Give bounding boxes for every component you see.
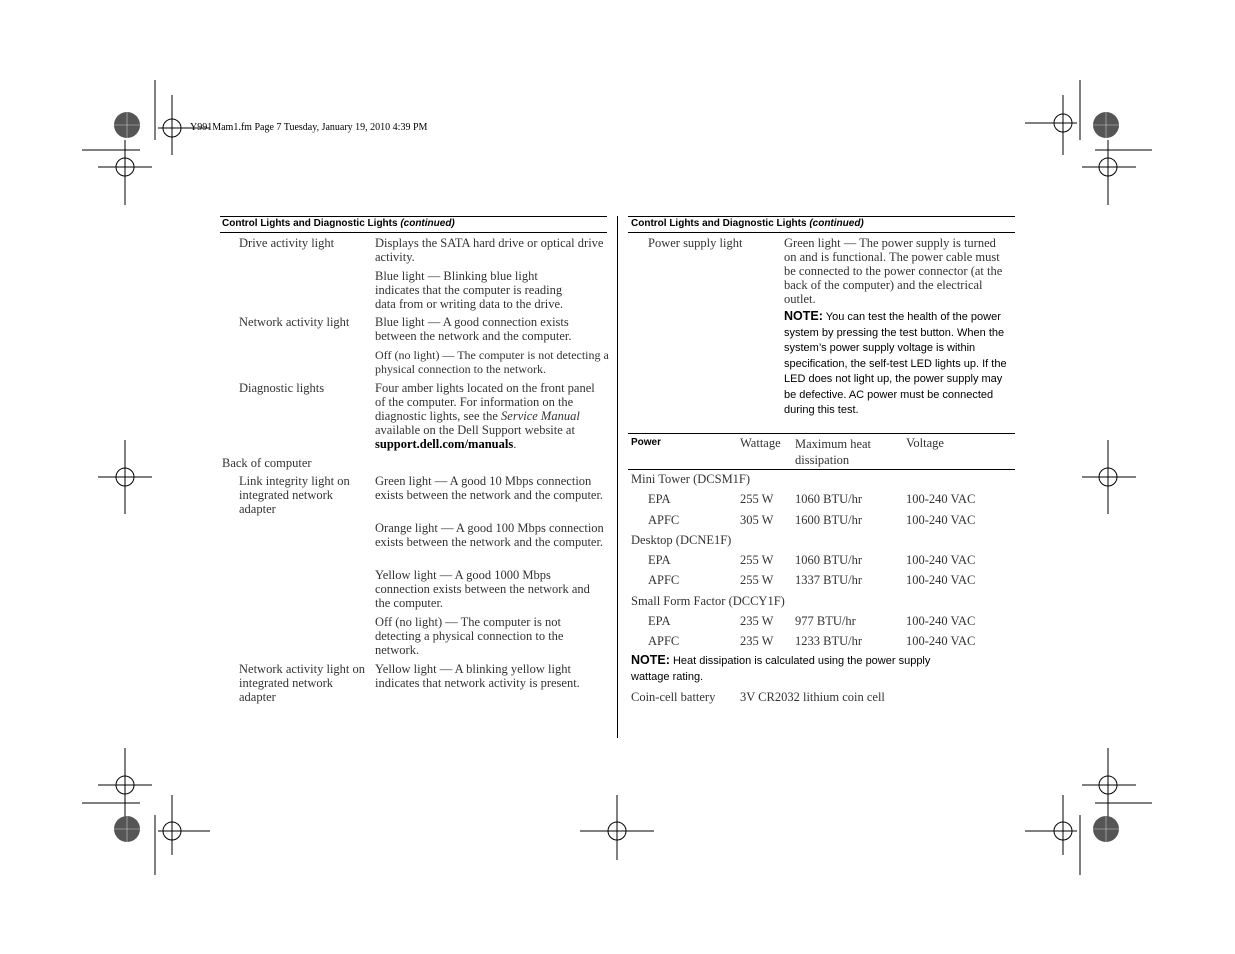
table-cell: 100-240 VAC [906,614,976,628]
row-desc-link-integrity-4: Off (no light) — The computer is not detecting a physical connection to the network. [375,615,564,657]
power-table-header-heat: Maximum heat dissipation [795,437,872,467]
row-label-drive-activity: Drive activity light [239,236,335,250]
row-desc-link-integrity-2: Orange light — A good 100 Mbps connection exists between the network and the computer. [375,521,604,549]
power-table-top-rule [628,433,1015,434]
left-heading-rule [220,232,607,233]
table-cell: 100-240 VAC [906,492,976,506]
row-label-integrated-network-activity: Network activity light on integrated network adapter [239,662,366,704]
row-label-power-supply-light: Power supply light [648,236,743,250]
table-row: APFC [648,513,680,527]
table-cell: 977 BTU/hr [795,614,856,628]
row-label-network-activity: Network activity light [239,315,350,329]
row-desc-drive-activity-1: Displays the SATA hard drive or optical drive activity. [375,236,604,264]
row-desc-integrated-network-activity: Yellow light — A blinking yellow light indicates that network activity is present. [375,662,580,690]
table-cell: 255 W [740,553,774,567]
row-desc-network-activity-2: Off (no light) — The computer is not detecting a physical connection to the network. [375,348,609,376]
power-table-header-rule [628,469,1015,470]
note-power-test: NOTE: You can test the health of the power system by pressing the test button. When the system’s power supply voltage is within specification, the self-test LED lights up. If the LED does not light up, the power supply may be defective. AC power must be connected during this test. [784,309,1007,416]
row-desc-drive-activity-2: Blue light — Blinking blue light indicates that the computer is reading data from or writing data to the drive. [375,269,564,311]
row-desc-diagnostic-lights: Four amber lights located on the front panel of the computer. For information on the diagnostic lights, see the Service Manual available on the Dell Support website at support.dell.com/manuals. [375,381,595,451]
left-heading: Control Lights and Diagnostic Lights (continued) [222,218,455,229]
table-row: EPA [648,553,671,567]
table-cell: 1060 BTU/hr [795,553,863,567]
right-top-rule [628,216,1015,217]
row-desc-power-supply-light: Green light — The power supply is turned on and is functional. The power cable must be connected to the power connector (at the back of the computer) and the electrical outlet. [784,236,1003,306]
table-cell: 100-240 VAC [906,573,976,587]
battery-value: 3V CR2032 lithium coin cell [740,690,885,704]
table-cell: 1233 BTU/hr [795,634,863,648]
row-desc-link-integrity-3: Yellow light — A good 1000 Mbps connection exists between the network and the computer. [375,568,590,610]
note-heat-dissipation: NOTE: Heat dissipation is calculated using the power supply wattage rating. [631,653,931,683]
table-cell: 100-240 VAC [906,513,976,527]
table-row: EPA [648,492,671,506]
row-desc-link-integrity-1: Green light — A good 10 Mbps connection exists between the network and the computer. [375,474,604,502]
left-top-rule [220,216,607,217]
power-group-mini-tower: Mini Tower (DCSM1F) [631,472,751,486]
table-cell: 305 W [740,513,774,527]
power-table-header-wattage: Wattage [740,436,781,450]
table-cell: 100-240 VAC [906,634,976,648]
row-label-diagnostic-lights: Diagnostic lights [239,381,325,395]
table-cell: 1600 BTU/hr [795,513,863,527]
table-cell: 255 W [740,492,774,506]
power-table-header-power: Power [631,437,662,448]
section-back-of-computer: Back of computer [222,456,312,470]
table-cell: 1060 BTU/hr [795,492,863,506]
table-row: APFC [648,634,680,648]
table-cell: 100-240 VAC [906,553,976,567]
power-group-small-form-factor: Small Form Factor (DCCY1F) [631,594,785,608]
right-heading: Control Lights and Diagnostic Lights (continued) [631,218,864,229]
right-heading-rule [628,232,1015,233]
battery-label: Coin-cell battery [631,690,716,704]
print-header: Y991Mam1.fm Page 7 Tuesday, January 19, 2010 4:39 PM [190,122,428,133]
power-group-desktop: Desktop (DCNE1F) [631,533,732,547]
table-row: EPA [648,614,671,628]
table-cell: 235 W [740,614,774,628]
table-cell: 235 W [740,634,774,648]
power-table-header-voltage: Voltage [906,436,944,450]
table-row: APFC [648,573,680,587]
table-cell: 1337 BTU/hr [795,573,863,587]
row-label-link-integrity: Link integrity light on integrated network adapter [239,474,350,516]
column-divider [617,216,618,738]
row-desc-network-activity-1: Blue light — A good connection exists between the network and the computer. [375,315,572,343]
table-cell: 255 W [740,573,774,587]
